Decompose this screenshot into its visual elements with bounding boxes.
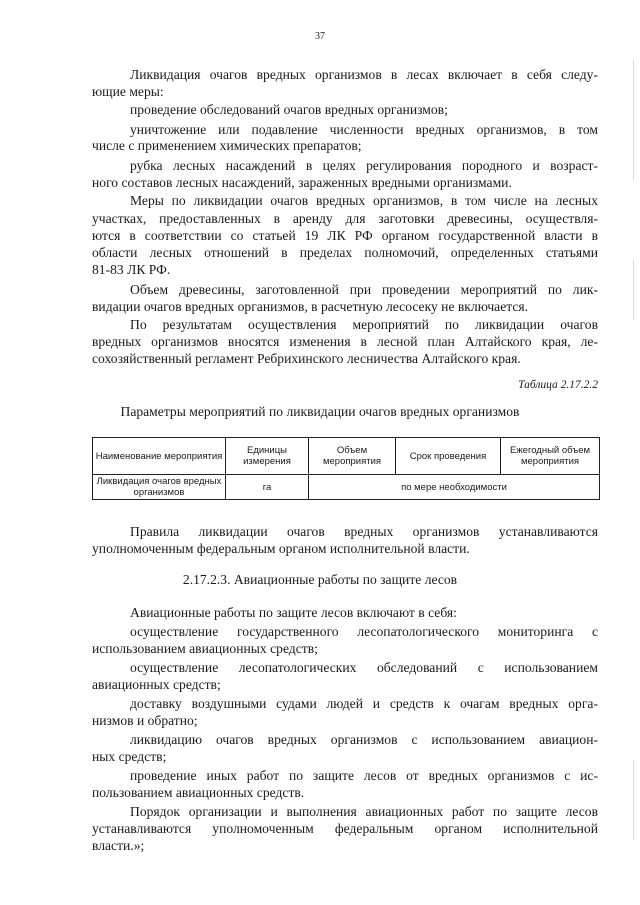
table-cell: га <box>226 475 309 500</box>
text-line: Порядок организации и выполнения авиационных работ по защите лесов <box>130 804 598 819</box>
section-heading: 2.17.2.3. Авиационные работы по защите лесов <box>182 572 458 587</box>
scan-margin-line <box>633 260 634 320</box>
text-line: ных средств; <box>92 749 167 764</box>
scan-margin-line <box>633 60 634 180</box>
table-header-cell: Срок проведения <box>396 438 501 475</box>
text-line: 81-83 ЛК РФ. <box>92 262 171 277</box>
list-item: ликвидацию очагов вредных организмов с использованием авиацион- <box>130 732 598 747</box>
page-number: 37 <box>315 31 325 42</box>
table-caption: Таблица 2.17.2.2 <box>518 379 598 391</box>
text-line: ющие меры: <box>92 84 164 99</box>
parameters-table <box>92 437 600 500</box>
text-line: Объем древесины, заготовленной при проведении мероприятий по лик- <box>130 282 598 297</box>
list-item: уничтожение или подавление численности вредных организмов, в том <box>130 122 598 137</box>
text-line: ного составов лесных насаждений, зараженных вредными организмами. <box>92 175 512 190</box>
table-cell: по мере необходимости <box>309 475 600 500</box>
text-line: видации очагов вредных организмов, в расчетную лесосеку не включается. <box>92 299 529 314</box>
table-title: Параметры мероприятий по ликвидации очагов вредных организмов <box>120 404 520 419</box>
table-header-cell: Единицы измерения <box>226 438 309 475</box>
text-line: уполномоченным федеральным органом исполнительной власти. <box>92 541 470 556</box>
table-cell: Ликвидация очагов вредных организмов <box>93 475 226 500</box>
text-line: Авиационные работы по защите лесов включают в себя: <box>130 605 457 620</box>
text-line: власти.»; <box>92 838 145 853</box>
list-item: проведение обследований очагов вредных организмов; <box>130 102 448 117</box>
list-item: осуществление государственного лесопатологического мониторинга с <box>130 624 598 639</box>
table-header-cell: Ежегодный объем мероприятия <box>501 438 600 475</box>
text-line: использованием авиационных средств; <box>92 641 318 656</box>
text-line: участках, предоставленных в аренду для заготовки древесины, осуществля- <box>92 211 598 226</box>
text-line: Правила ликвидации очагов вредных организмов устанавливаются <box>130 524 598 539</box>
table-row <box>93 475 600 500</box>
list-item: доставку воздушными судами людей и средств к очагам вредных орга- <box>130 696 598 711</box>
table-header-cell: Наименование мероприятия <box>93 438 226 475</box>
text-line: устанавливаются уполномоченным федеральным органом исполнительной <box>92 821 598 836</box>
table-header-row <box>93 438 600 475</box>
text-line: Меры по ликвидации очагов вредных организмов, в том числе на лесных <box>130 193 598 208</box>
text-line: пользованием авиационных средств. <box>92 785 305 800</box>
table-header-cell: Объем мероприятия <box>309 438 396 475</box>
list-item: рубка лесных насаждений в целях регулирования породного и возраст- <box>130 158 598 173</box>
list-item: проведение иных работ по защите лесов от вредных организмов с ис- <box>130 768 598 783</box>
text-line: области лесных отношений в пределах полномочий, определенных статьями <box>92 245 598 260</box>
text-line: вредных организмов вносятся изменения в лесной план Алтайского края, ле- <box>92 334 598 349</box>
scan-margin-line <box>633 760 634 840</box>
text-line: числе с применением химических препаратов; <box>92 138 362 153</box>
text-line: низмов и обратно; <box>92 713 198 728</box>
text-line: авиационных средств; <box>92 677 221 692</box>
text-line: По результатам осуществления мероприятий по ликвидации очагов <box>130 317 598 332</box>
text-line: ются в соответствии со статьей 19 ЛК РФ органом государственной власти в <box>92 228 598 243</box>
text-line: Ликвидация очагов вредных организмов в лесах включает в себя следу- <box>130 67 598 82</box>
text-line: сохозяйственный регламент Ребрихинского лесничества Алтайского края. <box>92 351 521 366</box>
list-item: осуществление лесопатологических обследований с использованием <box>130 660 598 675</box>
